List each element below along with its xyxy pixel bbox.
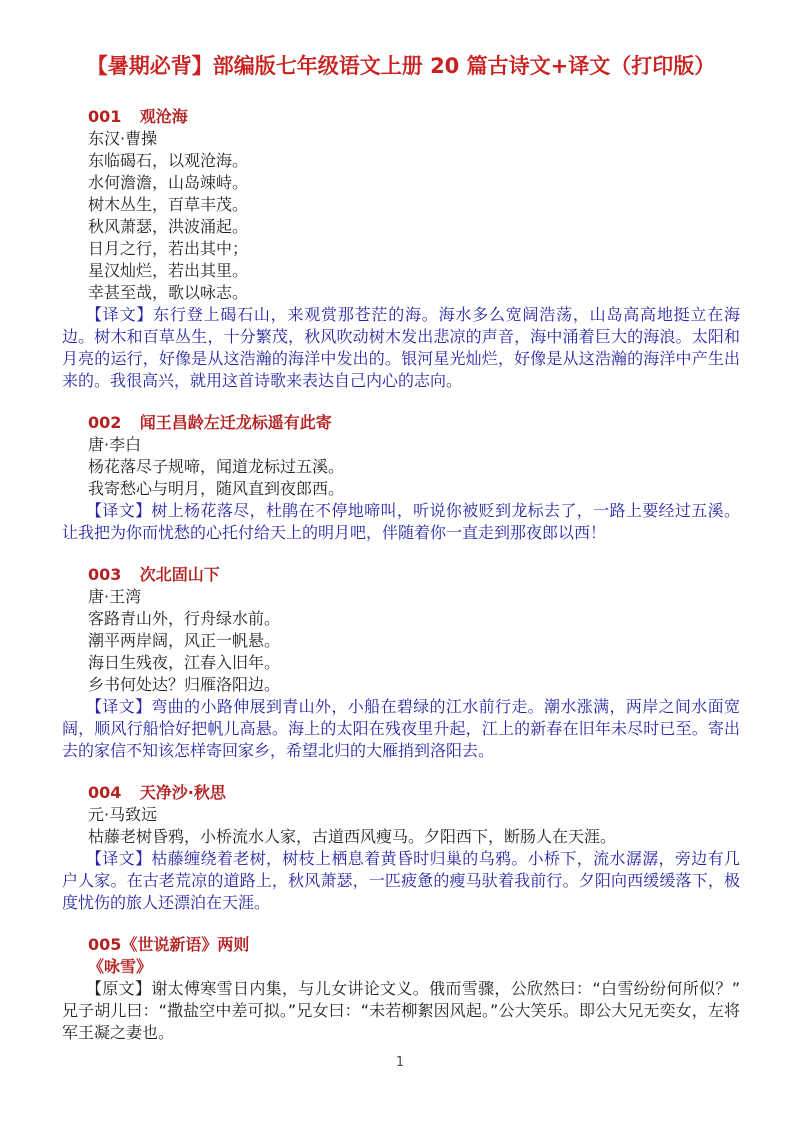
translation-paragraph: 【译文】枯藤缠绕着老树，树枝上栖息着黄昏时归巢的乌鸦。小桥下，流水潺潺，旁边有几户人家。在古老荒凉的道路上，秋风萧瑟，一匹疲惫的瘦马驮着我前行。夕阳向西缓缓落下，极度忧伤的旅人还漂泊在天涯。 [62,849,740,912]
sections-container [62,106,740,1044]
section-subtitle: 《咏雪》 [88,957,153,976]
section-number: 004 [88,783,122,802]
poem-line: 秋风萧瑟，洪波涌起。 [88,217,249,236]
page-number: 1 [395,1055,405,1070]
translation-paragraph: 【译文】弯曲的小路伸展到青山外，小船在碧绿的江水前行走。潮水涨满，两岸之间水面宽阔，顺风行船恰好把帆儿高悬。海上的太阳在残夜里升起，江上的新春在旧年未尽时已至。寄出去的家信不知该怎样寄回家乡，希望北归的大雁捎到洛阳去。 [62,697,740,760]
poem-line: 客路青山外，行舟绿水前。 [88,609,281,628]
author-line: 唐·王湾 [88,587,142,606]
poem-line: 幸甚至哉，歌以咏志。 [88,283,249,302]
section-number: 005 [88,935,122,954]
section-number: 002 [88,413,122,432]
author-line: 元·马致远 [88,805,158,824]
author-line: 东汉·曹操 [88,129,158,148]
translation-paragraph: 【译文】树上杨花落尽，杜鹃在不停地啼叫，听说你被贬到龙标去了，一路上要经过五溪。让我把为你而忧愁的心托付给天上的明月吧，伴随着你一直走到那夜郎以西！ [62,501,740,542]
poem-line: 东临碣石，以观沧海。 [88,151,249,170]
section-title: 闻王昌龄左迁龙标遥有此寄 [139,413,332,432]
section-heading [62,564,740,586]
section-title: 天净沙·秋思 [139,783,226,802]
poem-line: 乡书何处达？归雁洛阳边。 [88,675,281,694]
section-heading [62,412,740,434]
poem-section [62,782,740,914]
poem-line: 我寄愁心与明月，随风直到夜郎西。 [88,479,345,498]
translation-paragraph: 【译文】东行登上碣石山，来观赏那苍茫的海。海水多么宽阔浩荡，山岛高高地挺立在海边。树木和百草丛生，十分繁茂，秋风吹动树木发出悲凉的声音，海中涌着巨大的海浪。太阳和月亮的运行，好像是从这浩瀚的海洋中发出的。银河星光灿烂，好像是从这浩瀚的海洋中产生出来的。我很高兴，就用这首诗歌来表达自己内心的志向。 [62,305,740,390]
section-title: 次北固山下 [139,565,220,584]
author-line: 唐·李白 [88,435,142,454]
poem-line: 水何澹澹，山岛竦峙。 [88,173,249,192]
page-footer [0,1055,800,1071]
poem-line: 日月之行，若出其中； [88,239,249,258]
section-heading [62,934,740,956]
section-number: 003 [88,565,122,584]
poem-section [62,412,740,544]
poem-line: 星汉灿烂，若出其里。 [88,261,249,280]
poem-line: 枯藤老树昏鸦，小桥流水人家，古道西风瘦马。夕阳西下，断肠人在天涯。 [88,827,617,846]
poem-line: 杨花落尽子规啼，闻道龙标过五溪。 [88,457,345,476]
poem-section [62,934,740,1044]
poem-line: 潮平两岸阔，风正一帆悬。 [88,631,281,650]
poem-section [62,564,740,762]
section-title: 观沧海 [139,107,188,126]
section-heading [62,782,740,804]
section-heading [62,106,740,128]
original-paragraph: 【原文】谢太傅寒雪日内集，与儿女讲论文义。俄而雪骤，公欣然曰：“白雪纷纷何所似？”兄子胡儿曰：“撒盐空中差可拟。”兄女曰：“未若柳絮因风起。”公大笑乐。即公大兄无奕女，左将军王凝之妻也。 [62,979,740,1042]
section-number: 001 [88,107,122,126]
poem-line: 海日生残夜，江春入旧年。 [88,653,281,672]
poem-line: 树木丛生，百草丰茂。 [88,195,249,214]
page-title: 【暑期必背】部编版七年级语文上册 20 篇古诗文+译文（打印版） [86,54,716,78]
section-title: 《世说新语》两则 [121,935,250,954]
poem-section [62,106,740,392]
